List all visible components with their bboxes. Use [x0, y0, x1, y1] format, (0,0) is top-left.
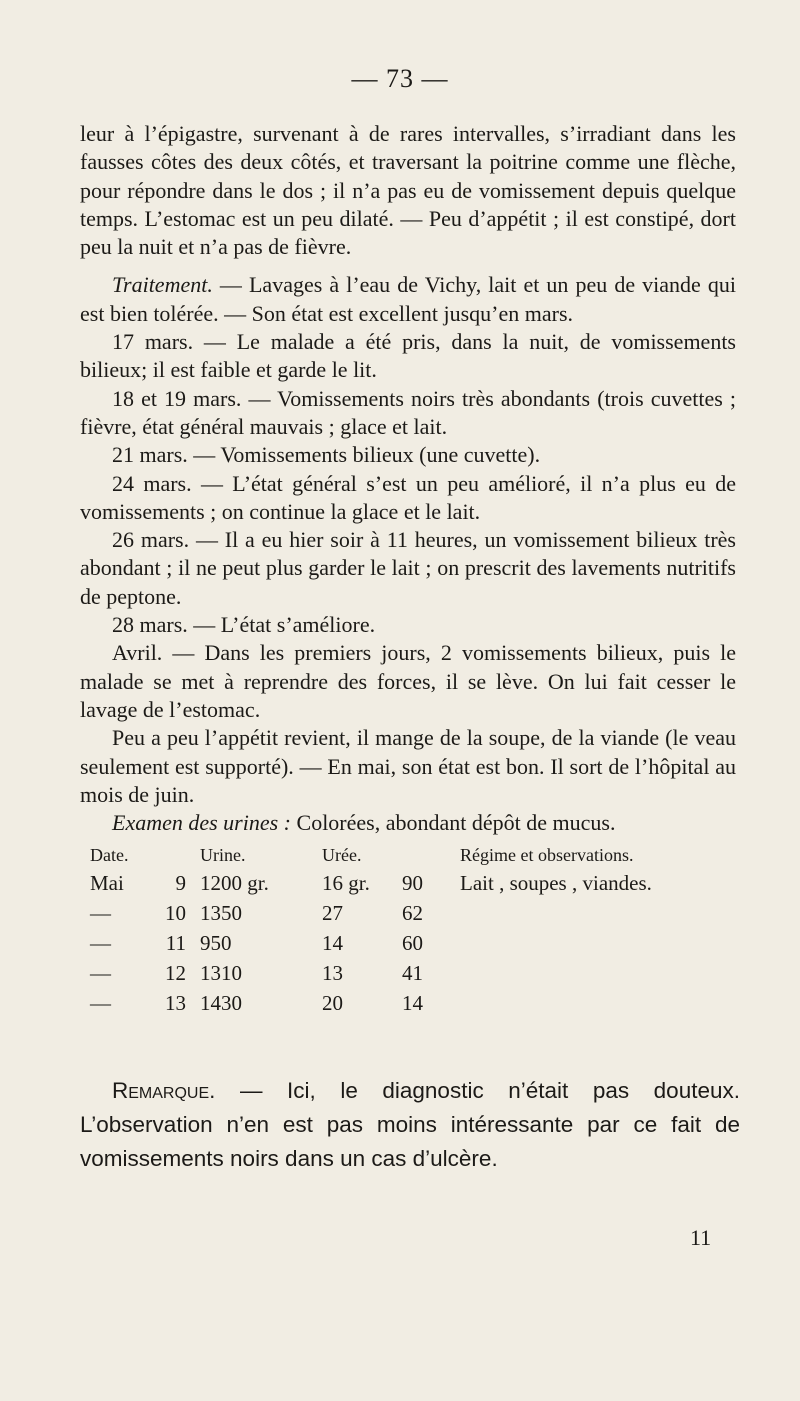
remark-paragraph — [80, 1074, 740, 1176]
page-body — [80, 120, 736, 837]
header-date: Date. — [90, 844, 129, 865]
cell-month: — — [90, 960, 111, 985]
header-regime: Régime et observations. — [460, 844, 634, 865]
cell-uree-centigrams: 60 — [402, 930, 423, 955]
cell-month: — — [90, 930, 111, 955]
cell-urine: 950 — [200, 930, 232, 955]
cell-uree-centigrams: 62 — [402, 900, 423, 925]
cell-regime: Lait , soupes , viandes. — [460, 870, 652, 895]
cell-month: — — [90, 900, 111, 925]
header-uree: Urée. — [322, 844, 362, 865]
cell-urine: 1200 gr. — [200, 870, 269, 895]
table-row — [90, 868, 652, 898]
paragraph — [80, 271, 736, 328]
cell-uree-grams: 27 — [322, 900, 343, 925]
cell-day: 11 — [165, 930, 186, 955]
paragraph-text: — Lavages à l’eau de Vichy, lait et un peu de viande qui est bien tolérée. — Son état est excellent jusqu’en mars. — [80, 272, 736, 326]
cell-uree-centigrams: 41 — [402, 960, 423, 985]
cell-uree-grams: 14 — [322, 930, 343, 955]
paragraph: 26 mars. — Il a eu hier soir à 11 heures, un vomissement bilieux très abondant ; il ne peut plus garder le lait ; on prescrit des lavements nutritifs de peptone. — [80, 527, 736, 609]
cell-regime — [450, 988, 652, 1018]
section-label: Traitement. — [112, 272, 213, 298]
paragraph: 18 et 19 mars. — Vomissements noirs très abondants (trois cuvettes ; fièvre, état général mauvais ; glace et lait. — [80, 385, 736, 439]
cell-uree-grams: 16 gr. — [322, 870, 370, 895]
remark-label: Remarque. — [112, 1078, 216, 1103]
paragraph: 28 mars. — L’état s’améliore. — [112, 612, 376, 638]
cell-urine: 1430 — [200, 990, 242, 1015]
cell-day: 13 — [165, 990, 186, 1015]
table-row — [90, 928, 652, 958]
table-row — [90, 898, 652, 928]
cell-regime — [450, 928, 652, 958]
paragraph-text: Colorées, abondant dépôt de mucus. — [291, 810, 616, 836]
paragraph: 21 mars. — Vomissements bilieux (une cuvette). — [112, 442, 541, 468]
section-label: Examen des urines : — [112, 810, 292, 836]
paragraph — [80, 809, 736, 837]
cell-uree-centigrams: 14 — [402, 990, 423, 1015]
paragraph: Peu a peu l’appétit revient, il mange de la soupe, de la viande (le veau seulement est supporté). — En mai, son état est bon. Il sort de l’hôpital au mois de juin. — [80, 725, 736, 807]
paragraph: leur à l’épigastre, survenant à de rares intervalles, s’irradiant dans les fausses côtes des deux côtés, et traversant la poitrine comme une flèche, pour répondre dans le dos ; il n’a pas eu de vomissement depuis quelque temps. L’estomac est un peu dilaté. — Peu d’appétit ; il est constipé, dort peu la nuit et n’a pas de fièvre. — [80, 121, 736, 260]
table-row — [90, 958, 652, 988]
cell-uree-centigrams: 90 — [402, 870, 423, 895]
cell-regime — [450, 958, 652, 988]
cell-uree-grams: 20 — [322, 990, 343, 1015]
header-urine: Urine. — [200, 844, 246, 865]
cell-day: 9 — [175, 870, 186, 895]
table-row — [90, 988, 652, 1018]
cell-day: 10 — [165, 900, 186, 925]
cell-month: Mai — [90, 870, 124, 895]
cell-urine: 1310 — [200, 960, 242, 985]
paragraph: 17 mars. — Le malade a été pris, dans la nuit, de vomissements bilieux; il est faible et garde le lit. — [80, 329, 736, 383]
cell-urine: 1350 — [200, 900, 242, 925]
remark-block — [80, 1074, 740, 1176]
signature-mark: 11 — [690, 1225, 712, 1250]
cell-regime — [450, 898, 652, 928]
remark-text: — Ici, le diagnostic n’était pas douteux. L’observation n’en est pas moins intéressante par ce fait de vomissements noirs dans un cas d’ulcère. — [80, 1078, 740, 1171]
table-header-row — [90, 842, 652, 868]
paragraph: 24 mars. — L’état général s’est un peu amélioré, il n’a plus eu de vomissements ; on continue la glace et le lait. — [80, 470, 736, 524]
paragraph: Avril. — Dans les premiers jours, 2 vomissements bilieux, puis le malade se met à reprendre des forces, il se lève. On lui fait cesser le lavage de l’estomac. — [80, 640, 736, 722]
cell-month: — — [90, 990, 111, 1015]
cell-uree-grams: 13 — [322, 960, 343, 985]
cell-day: 12 — [165, 960, 186, 985]
page-number: — 73 — — [351, 64, 449, 93]
urine-table — [90, 842, 652, 1018]
